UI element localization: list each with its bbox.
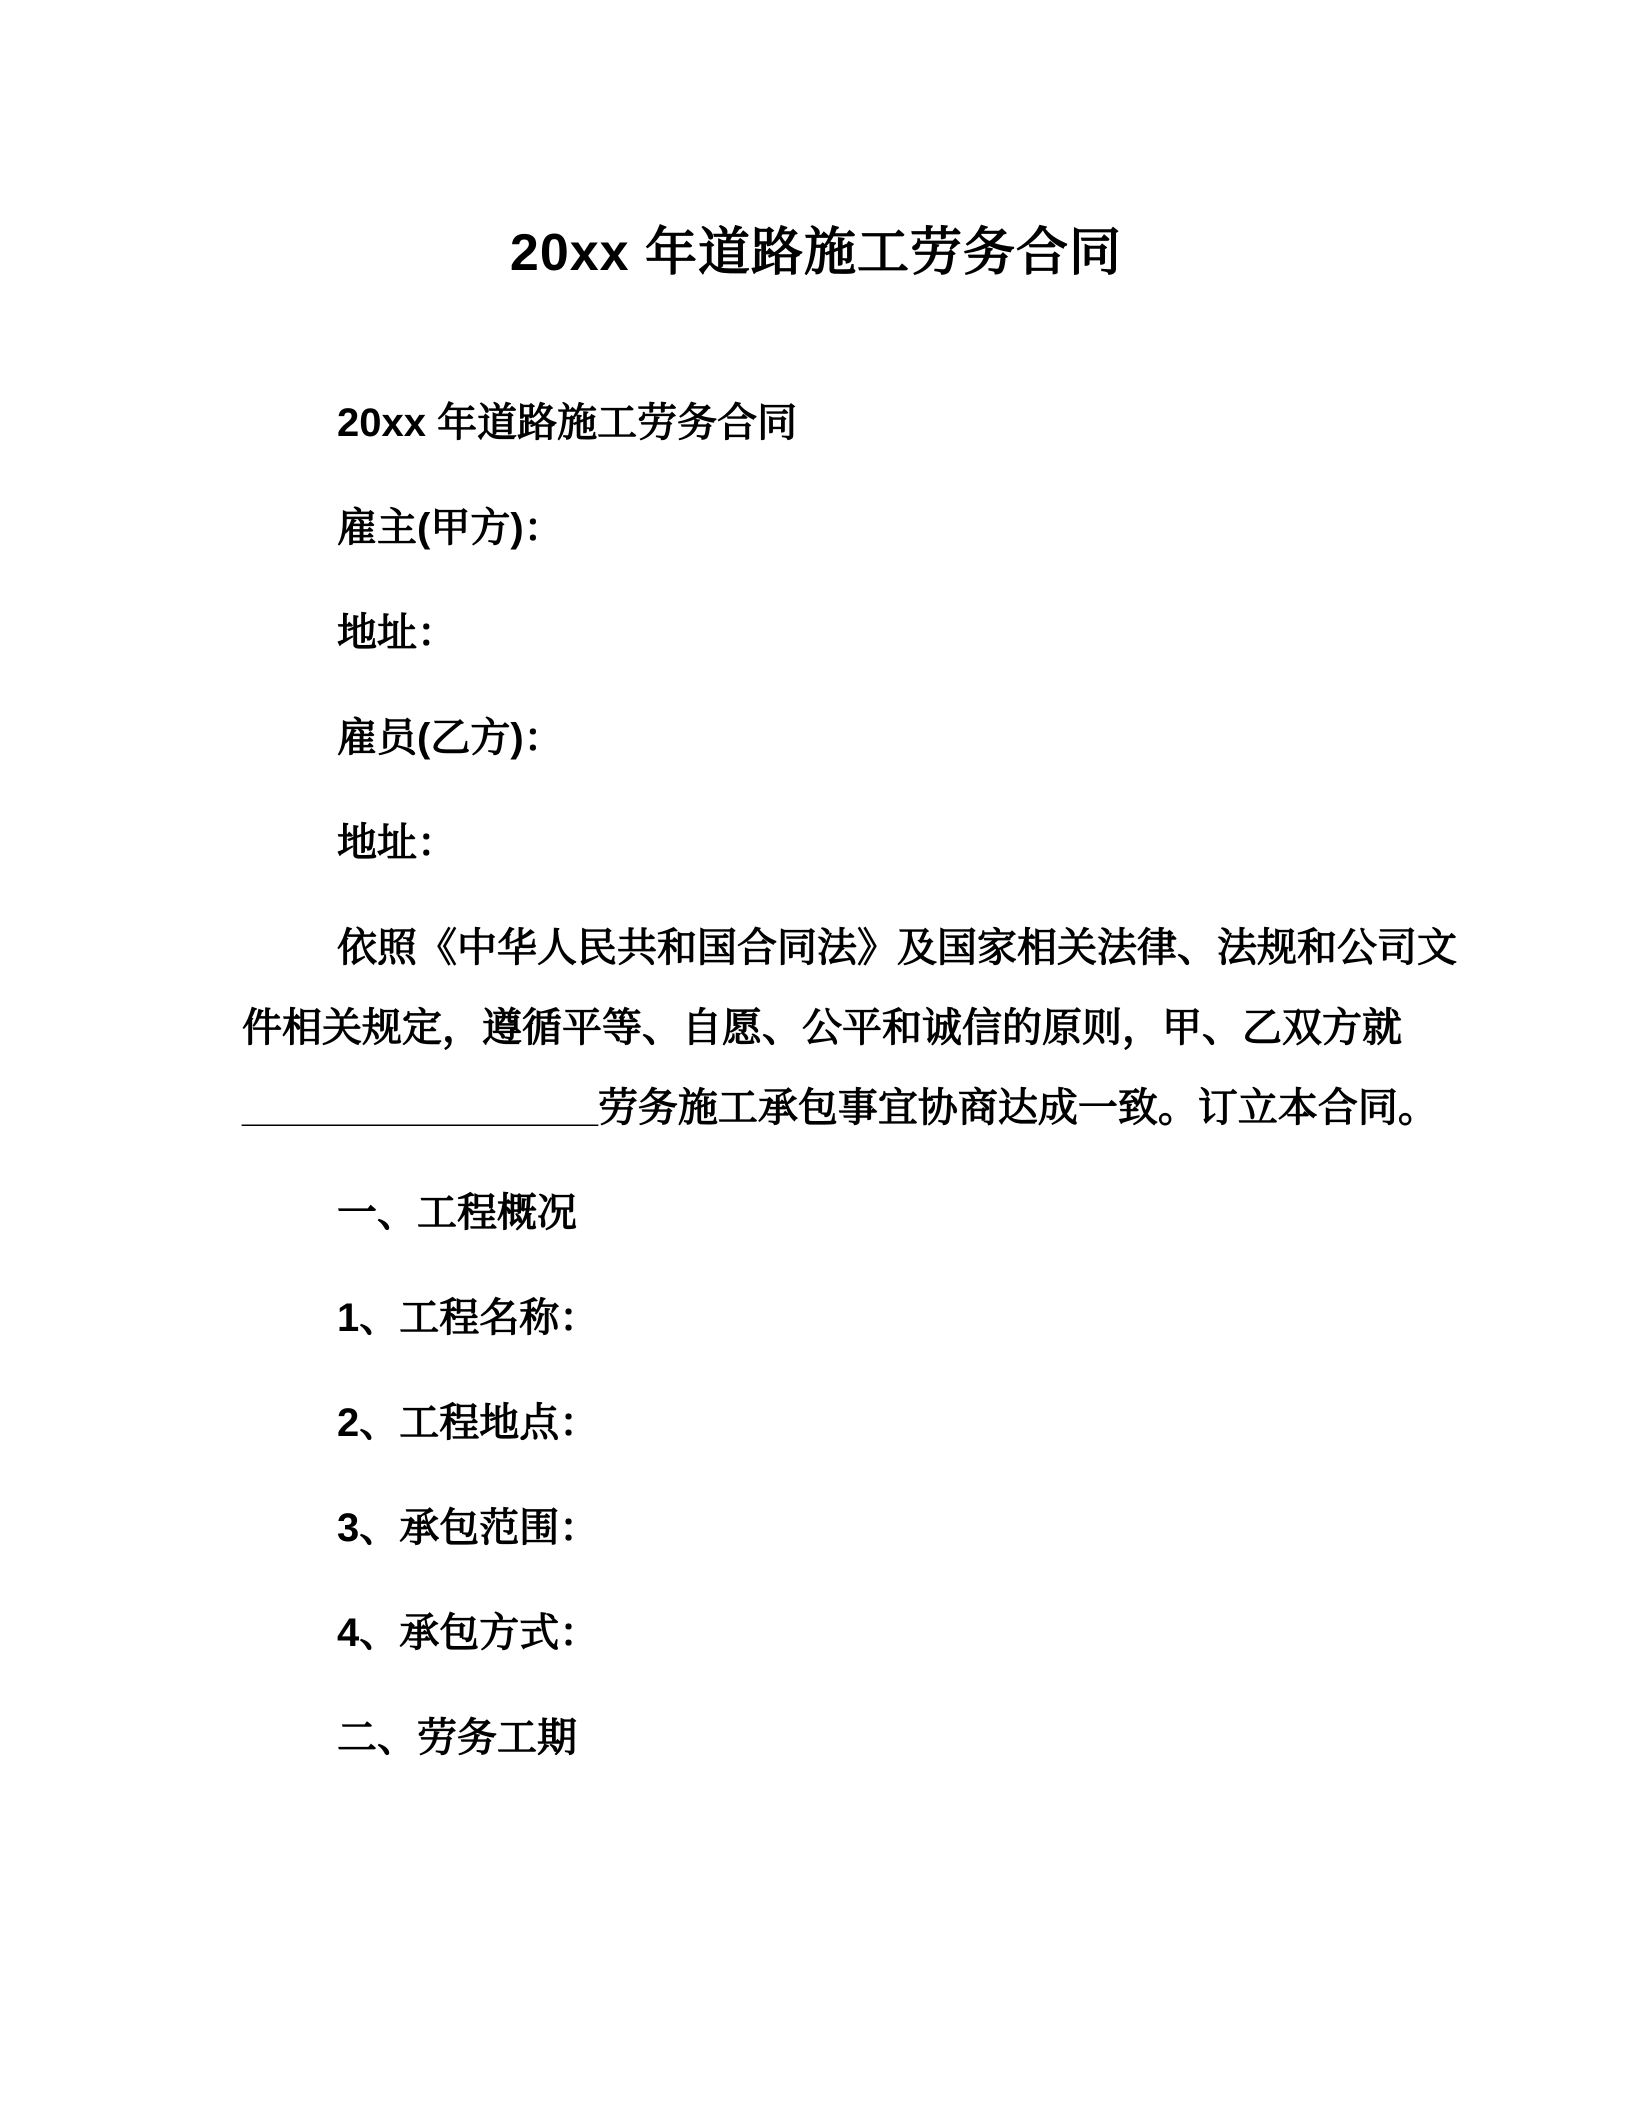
- intro-paragraph: [242, 908, 1492, 1148]
- employer-address-label: 地址：: [337, 611, 457, 655]
- employer-party-label: 雇主(甲方)：: [337, 506, 564, 550]
- section-1-item-4: 4、承包方式：: [337, 1611, 600, 1655]
- employee-address-label: 地址：: [337, 821, 457, 865]
- section-1-heading: 一、工程概况: [337, 1191, 577, 1235]
- document-title: 20xx 年道路施工劳务合同: [509, 224, 1123, 282]
- section-2-heading: 二、劳务工期: [337, 1716, 577, 1760]
- section-1-item-2: 2、工程地点：: [337, 1401, 600, 1445]
- contract-subtitle: 20xx 年道路施工劳务合同: [337, 401, 798, 445]
- section-1-item-1: 1、工程名称：: [337, 1296, 600, 1340]
- intro-paragraph-line-1: 依照《中华人民共和国合同法》及国家相关法律、法规和公司文: [337, 926, 1457, 970]
- intro-paragraph-line-3: ________________劳务施工承包事宜协商达成一致。订立本合同。: [242, 1086, 1438, 1130]
- document-body: [0, 284, 1632, 1778]
- employee-party-label: 雇员(乙方)：: [337, 716, 564, 760]
- intro-paragraph-line-2: 件相关规定，遵循平等、自愿、公平和诚信的原则，甲、乙双方就: [242, 1006, 1402, 1050]
- section-1-item-3: 3、承包范围：: [337, 1506, 600, 1550]
